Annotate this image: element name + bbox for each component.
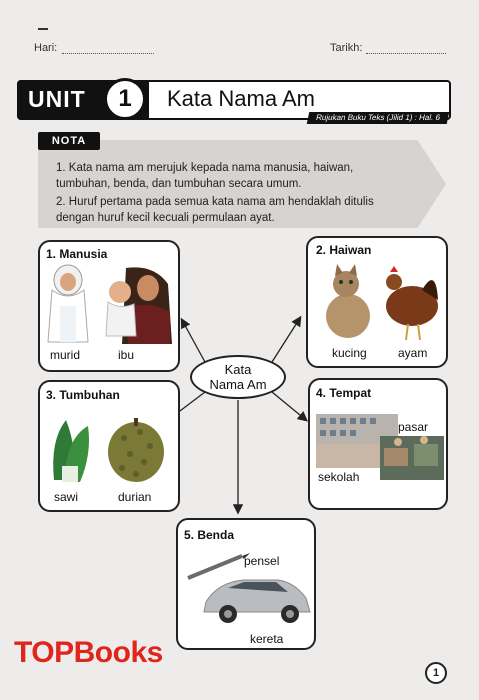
caption-pensel: pensel [244,554,280,568]
unit-word: UNIT [28,86,86,112]
nota-item-2: 2. Huruf pertama pada semua kata nama am hendaklah ditulis dengan huruf kecil kecuali permulaan ayat. [56,196,374,224]
caption-kucing: kucing [332,346,367,360]
car-icon [204,580,310,623]
pencil-icon [188,553,250,578]
manusia-illustration [44,262,176,344]
arrow-to-tempat [272,392,306,420]
haiwan-title: 2. Haiwan [316,243,372,257]
market-icon [380,436,444,480]
caption-ayam: ayam [398,346,428,360]
student-girl-icon [48,265,88,342]
caption-kereta: kereta [250,632,284,646]
caption-durian: durian [118,490,152,504]
center-concept [190,355,286,399]
tumbuhan-illustration [44,410,176,486]
arrow-to-manusia [182,320,205,362]
rooster-icon [386,266,438,340]
manusia-title: 1. Manusia [46,247,108,261]
mustard-greens-icon [53,420,89,482]
benda-title: 5. Benda [184,528,235,542]
hari-label: Hari: [34,42,58,54]
tumbuhan-title: 3. Tumbuhan [46,388,120,402]
page-number: 1 [425,662,447,684]
center-line-2: Nama Am [209,377,267,392]
tarikh-label: Tarikh: [330,42,363,54]
haiwan-illustration [314,260,444,342]
cat-icon [326,264,370,338]
center-line-1: Kata [224,362,252,377]
unit-number: 1 [104,78,146,120]
mother-baby-icon [106,267,172,344]
caption-murid: murid [50,348,81,362]
caption-pasar: pasar [398,420,429,434]
tempat-title: 4. Tempat [316,386,372,400]
unit-title: Kata Nama Am [167,86,315,111]
caption-ibu: ibu [118,348,135,362]
caption-sawi: sawi [54,490,79,504]
nota-item-1: 1. Kata nama am merujuk kepada nama manusia, haiwan, tumbuhan, benda, dan tumbuhan secara umum. [56,162,354,190]
arrow-to-haiwan [272,318,300,362]
textbook-reference: Rujukan Buku Teks (Jilid 1) : Hal. 6 [307,112,450,124]
nota-tag: NOTA [38,132,100,150]
caption-sekolah: sekolah [318,470,360,484]
durian-icon [108,418,164,482]
publisher-logo: TOPBooks [14,636,163,669]
